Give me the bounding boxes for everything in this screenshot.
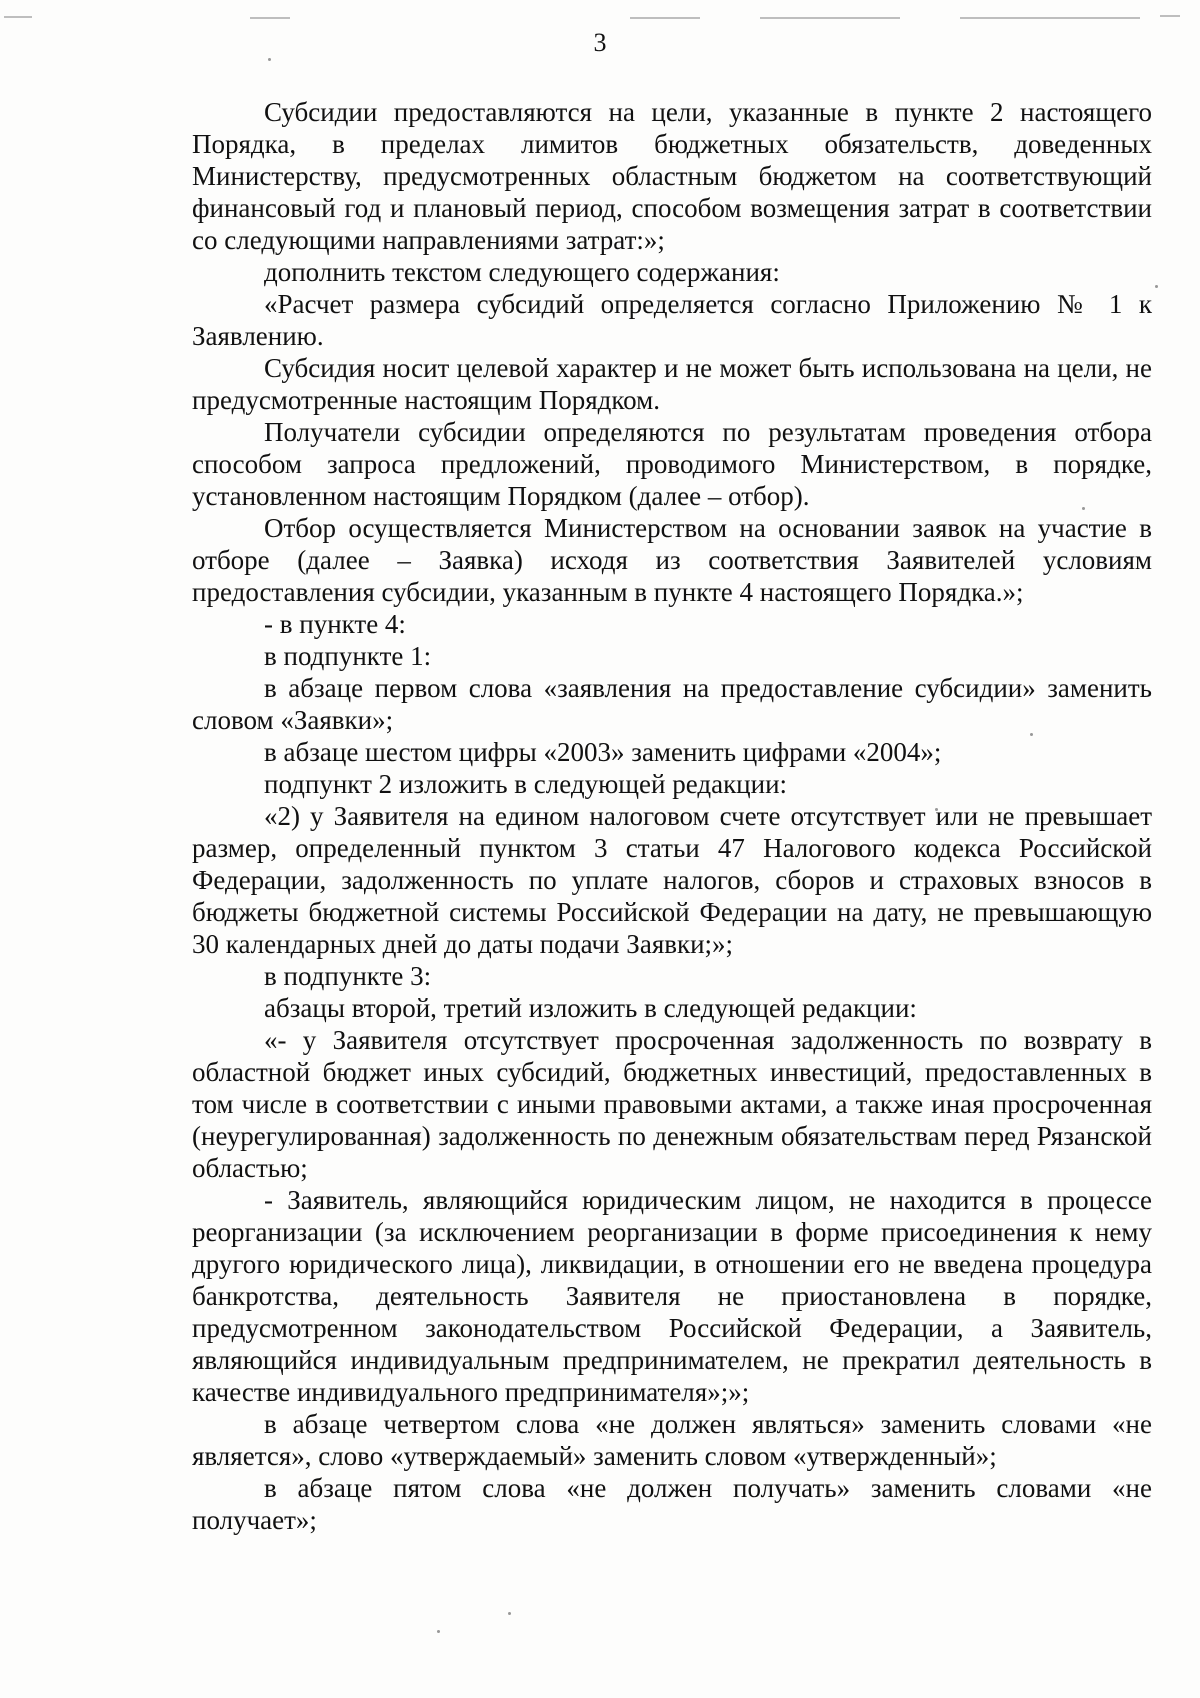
scan-artifact-top-4 [760, 17, 900, 19]
scan-artifact-top-6 [1160, 15, 1180, 17]
paragraph: «2) у Заявителя на едином налоговом счете отсутствует или не превышает размер, определенный пунктом 3 статьи 47 Налогового кодекса Российской Федерации, задолженность по уплате налогов, сборов и страховых взносов в бюджеты бюджетной системы Российской Федерации на дату, не превышающую 30 календарных дней до даты подачи Заявки;»; [192, 801, 1152, 959]
paragraph: подпункт 2 изложить в следующей редакции: [264, 769, 788, 799]
scan-speck [1155, 285, 1158, 288]
scan-artifact-top-5 [960, 17, 1140, 19]
paragraph: - в пункте 4: [264, 609, 406, 639]
paragraph: абзацы второй, третий изложить в следующей редакции: [264, 993, 917, 1023]
paragraph: «- у Заявителя отсутствует просроченная задолженность по возврату в областной бюджет иных субсидий, бюджетных инвестиций, предоставленных в том числе в соответствии с иными правовыми актами, а также иная просроченная (неурегулированная) задолженность по денежным обязательствам перед Рязанской областью; [192, 1025, 1152, 1183]
paragraph: Субсидии предоставляются на цели, указанные в пункте 2 настоящего Порядка, в пределах лимитов бюджетных обязательств, доведенных Министерству, предусмотренных областным бюджетом на соответствующий финансовый год и плановый период, способом возмещения затрат в соответствии со следующими направлениями затрат:»; [192, 97, 1152, 255]
paragraph: Субсидия носит целевой характер и не может быть использована на цели, не предусмотренные настоящим Порядком. [192, 353, 1152, 415]
paragraph: - Заявитель, являющийся юридическим лицом, не находится в процессе реорганизации (за исключением реорганизации в форме присоединения к нему другого юридического лица), ликвидации, в отношении его не введена процедура банкротства, деятельность Заявителя не приостановлена в порядке, предусмотренном законодательством Российской Федерации, а Заявитель, являющийся индивидуальным предпринимателем, не прекратил деятельность в качестве индивидуального предпринимателя»;»; [192, 1185, 1152, 1407]
document-body [192, 96, 1152, 1536]
paragraph: Отбор осуществляется Министерством на основании заявок на участие в отборе (далее – Заявка) исходя из соответствия Заявителей условиям предоставления субсидии, указанным в пункте 4 настоящего Порядка.»; [192, 513, 1152, 607]
paragraph: дополнить текстом следующего содержания: [264, 257, 780, 287]
paragraph: в подпункте 3: [264, 961, 432, 991]
scan-speck [268, 58, 271, 61]
paragraph: в абзаце четвертом слова «не должен являться» заменить словами «не является», слово «утверждаемый» заменить словом «утвержденный»; [192, 1409, 1152, 1471]
paragraph: в подпункте 1: [264, 641, 432, 671]
scan-speck [437, 1630, 440, 1633]
paragraph: в абзаце первом слова «заявления на предоставление субсидии» заменить словом «Заявки»; [192, 673, 1152, 735]
paragraph: «Расчет размера субсидий определяется согласно Приложению № 1 к Заявлению. [192, 289, 1152, 351]
scan-speck [508, 1612, 511, 1615]
page-number: 3 [593, 28, 607, 57]
paragraph: Получатели субсидии определяются по результатам проведения отбора способом запроса предложений, проводимого Министерством, в порядке, установленном настоящим Порядком (далее – отбор). [192, 417, 1152, 511]
paragraph: в абзаце пятом слова «не должен получать» заменить словами «не получает»; [192, 1473, 1152, 1535]
scan-artifact-top-2 [250, 17, 290, 19]
scan-artifact-top-1 [4, 16, 32, 18]
paragraph: в абзаце шестом цифры «2003» заменить цифрами «2004»; [264, 737, 942, 767]
scan-artifact-top-3 [630, 17, 700, 19]
